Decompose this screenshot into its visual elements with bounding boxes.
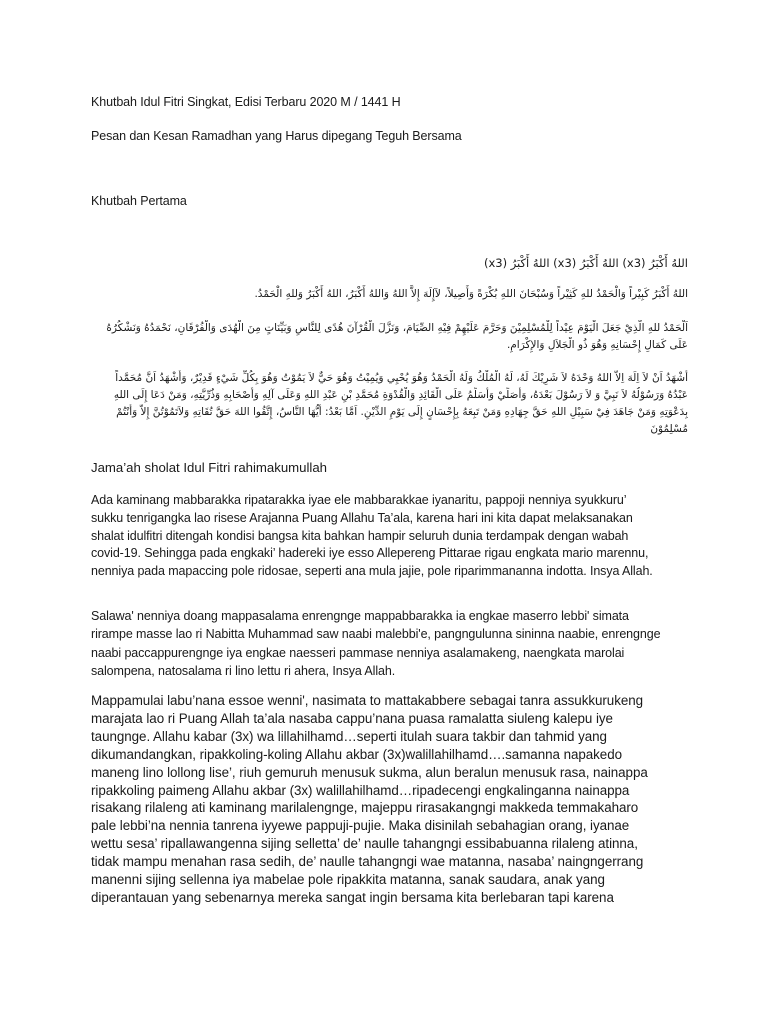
arabic-line: عَلَى كَمَالِ إِحْسَانِهِ وَهُوَ ذُو الْجَلاَلِ وَالإِكْرَامِ. <box>506 339 688 351</box>
arabic-line: بِدَعْوَتِهِ وَمَنْ جَاهَدَ فِيْ سَبِيْلِ اللهِ حَقَّ جِهَادِهِ وَمَنْ تَبِعَهُ بِإِحْسَانٍ إِلَى يَوْمِ الدِّيْنِ. اَمَّا بَعْدُ: أَيُّهَا النَّاسُ، إِتَّقُوا اللهَ حَقَّ تُقَاتِهِ وَلاَتَمُوْتُنَّ إِلاَّ وَأَنْتُمْ <box>116 406 688 418</box>
arabic-takbir-line: اللهُ أَكْبَرُ كَبِيْراً وَالْحَمْدُ للهِ كَثِيْراً وَسُبْحَانَ اللهِ بُكْرَةً وَأَصِيلاً، لآإِلَهَ إِلاَّ اللهُ وَاللهُ أَكْبَرُ، اللهُ أَكْبَرُ وَللهِ الْحَمْدُ. <box>254 288 688 300</box>
arabic-line: عَبْدُهُ وَرَسُوْلُهُ لاَ نَبِيَّ وَ لاَ رَسُوْلَ بَعْدَهُ، وَأُصَلِّيْ وَأُسَلِّمُ عَلَى الْقَائِدِ وَالْقُدْوَةِ مُحَمَّدِ بْنِ عَبْدِ اللهِ وَعَلَى آلِهِ وَأَصْحَابِهِ وَذُرِّيَّتِهِ، وَمَنْ دَعَا إِلَى اللهِ <box>113 389 688 401</box>
document-subtitle: Pesan dan Kesan Ramadhan yang Harus dipegang Teguh Bersama <box>91 129 462 143</box>
arabic-hamdalah-block <box>88 320 688 354</box>
section-heading: Khutbah Pertama <box>91 194 187 208</box>
paragraph-line: taungnge. Allahu kabar (3x) wa lillahilhamd…seperti itulah suara takbir dan tahmid yang <box>91 728 607 744</box>
paragraph-line: ripakkoling paimeng Allahu akbar (3x) walillahilhamd…ripadecengi engkalinganna nainappa <box>91 782 630 798</box>
paragraph-3 <box>91 692 691 907</box>
paragraph-line: diperantauan yang sebenarnya mereka sangat ingin bersama kita berlebaran tapi karena <box>91 889 614 905</box>
paragraph-line: wettu sesa’ ripallawangenna sijing selletta’ de’ naulle tahangngi essibabuanna rilaleng atinna, <box>91 836 638 852</box>
paragraph-line: rirampe masse lao ri Nabitta Muhammad saw naabi malebbi'e, pangngulunna sininna naabie, enrengnge <box>91 627 661 642</box>
paragraph-line: naabi paccappurengnge iya engkae naesseri pammase nenniya asalamakeng, naengkata marolai <box>91 645 625 660</box>
arabic-line: أَشْهَدُ اَنْ لاَ اِلَهَ اِلاَّ اللهُ وَحْدَهُ لاَ شَرِيْكَ لَهُ، لَهُ الْمُلْكُ وَلَهُ الْحَمْدُ وَهُوَ يُحْيِي وَيُمِيْتُ وَهُوَ حَيٌّ لاَ يَمُوْتُ وَهُوَ بِكُلِّ شَيْءٍ قَدِيْرٌ، وَأَشْهَدُ اَنَّ مُحَمَّداً <box>115 372 688 384</box>
paragraph-line: dikumandangkan, ripakkoling-koling Allahu akbar (3x)walillahilhamd….samanna napakedo <box>91 746 622 762</box>
paragraph-line: marajata lao ri Puang Allah ta’ala nasaba cappu’nana puasa ramalatta siuleng kalepu iye <box>91 710 613 726</box>
paragraph-line: risakang rilaleng ati kaminang marilalengnge, majeppu rirasakangngi makkeda temmakaharo <box>91 800 639 816</box>
paragraph-line: Salawa' nenniya doang mappasalama enrengnge mappabbarakka ia engkae maserro lebbi' simata <box>91 609 629 623</box>
paragraph-line: shalat idulfitri ditengah kondisi bangsa kita bahkan hampir seluruh dunia terdampak dengan wabah <box>91 528 629 543</box>
paragraph-line: manenni sijing sellenna iya mabelae pole ripakkita matanna, sanak saudara, anak yang <box>91 872 605 888</box>
paragraph-line: tidak mampu menahan rasa sedih, de’ naulle tahangngi wae matanna, nasaba’ naingngerrang <box>91 854 644 870</box>
paragraph-2 <box>91 607 691 680</box>
greeting-heading: Jama’ah sholat Idul Fitri rahimakumullah <box>91 460 328 475</box>
document-title: Khutbah Idul Fitri Singkat, Edisi Terbaru 2020 M / 1441 H <box>91 95 401 109</box>
arabic-takbir: اللهُ أَكْبَرُ (x3) اللهُ أَكْبَرُ (x3) اللهُ أَكْبَرُ (x3) <box>483 256 688 270</box>
paragraph-line: Ada kaminang mabbarakka ripatarakka iyae ele mabbarakkae iyanaritu, pappoji nenniya syukkuru’ <box>91 493 627 507</box>
paragraph-line: maneng lino lollong lise’, riuh gemuruh menusuk sukma, alun beralun menusuk rasa, nainappa <box>91 764 648 780</box>
paragraph-line: pale lebbi’na nennia tanrena iyyewe pappuji-pujie. Maka disinilah sebahagian orang, iyanae <box>91 818 630 834</box>
paragraph-line: Mappamulai labu’nana essoe wenni', nasimata to mattakabbere sebagai tanra assukkurukeng <box>91 693 644 708</box>
paragraph-line: nenniya pada mapaccing pole ridosae, seperti ana mula jajie, pole riparimmananna indotta. Insya Allah. <box>91 564 653 579</box>
paragraph-line: covid-19. Sehingga pada engkaki’ hadereki iye esso Allepereng Pittarae rigau engkata mario marennu, <box>91 546 649 561</box>
arabic-line: مُسْلِمُوْنَ <box>650 423 688 435</box>
paragraph-1 <box>91 492 691 581</box>
paragraph-line: sukku tenrigangka lao risese Arajanna Puang Allahu Ta’ala, karena hari ini kita dapat melaksanakan <box>91 510 633 525</box>
arabic-line: اَلْحَمْدُ للهِ الَّذِيْ جَعَلَ الْيَوْمَ عِيْداً لِلْمُسْلِمِيْنَ وَحَرَّمَ عَلَيْهِمْ فِيْهِ الصِّيَامَ، وَنَزَّلَ الْقُرْآنَ هُدًى لِلنَّاسِ وَبَيِّنَاتٍ مِنَ الْهُدَى وَالْفُرْقَانِ، نَحْمَدُهُ وَنَشْكُرُهُ <box>106 322 688 334</box>
paragraph-line: salompena, natosalama ri lino lettu ri ahera, Insya Allah. <box>91 663 396 678</box>
arabic-syahadat-block <box>88 370 688 438</box>
